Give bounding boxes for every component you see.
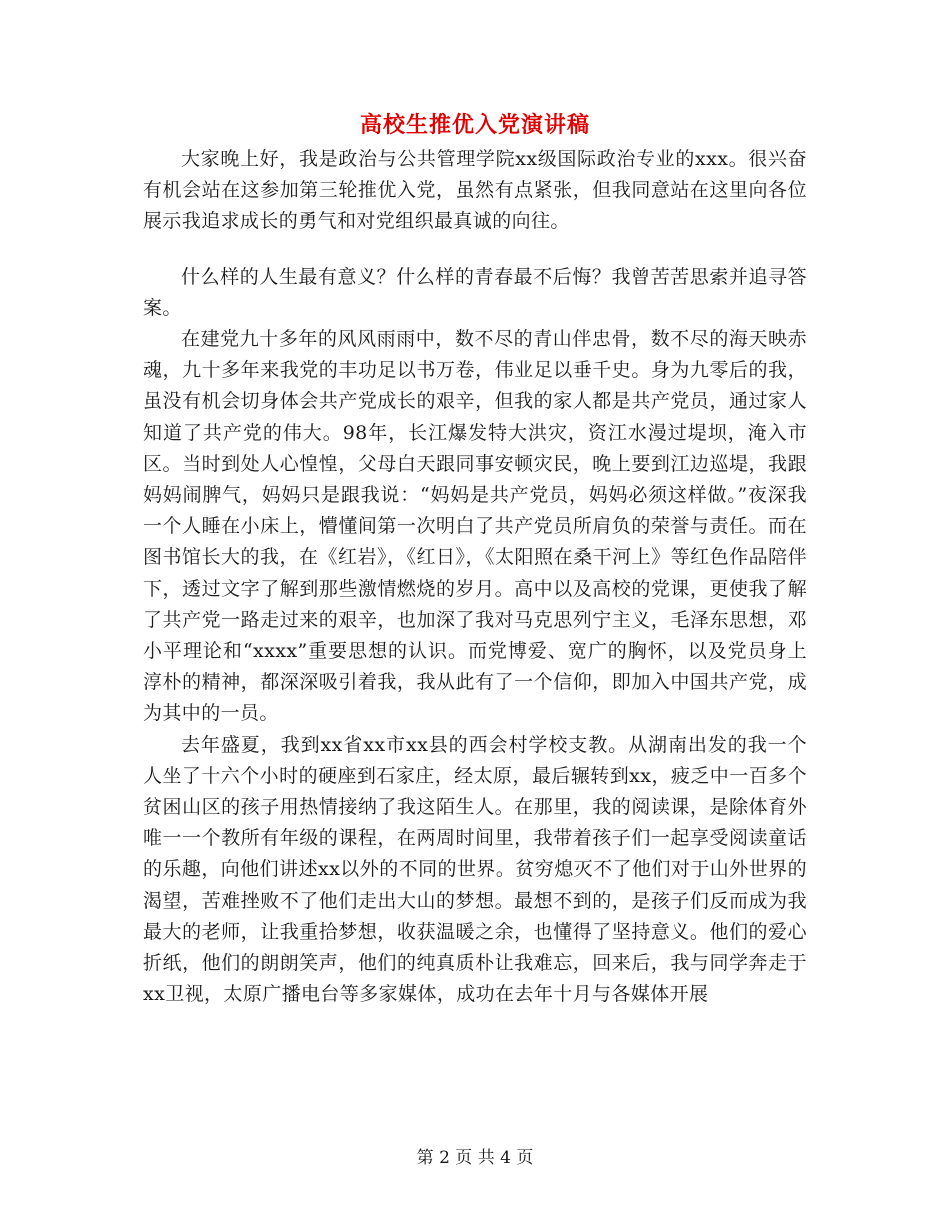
paragraph-4: 去年盛夏，我到xx省xx市xx县的西会村学校支教。从湖南出发的我一个人坐了十六个小时的硬座到石家庄，经太原，最后辗转到xx，疲乏中一百多个贫困山区的孩子用热情接纳了我这陌生人。在那里，我的阅读课，是除体育外唯一一个教所有年级的课程，在两周时间里，我带着孩子们一起享受阅读童话的乐趣，向他们讲述xx以外的不同的世界。贫穷熄灭不了他们对于山外世界的渴望，苦难挫败不了他们走出大山的梦想。最想不到的，是孩子们反而成为我最大的老师，让我重拾梦想，收获温暖之余，也懂得了坚持意义。他们的爱心折纸，他们的朗朗笑声，他们的纯真质朴让我难忘，回来后，我与同学奔走于xx卫视，太原广播电台等多家媒体，成功在去年十月与各媒体开展 [143, 733, 807, 1006]
paragraph-1: 大家晚上好，我是政治与公共管理学院xx级国际政治专业的xxx。很兴奋有机会站在这参加第三轮推优入党，虽然有点紧张，但我同意站在这里向各位展示我追求成长的勇气和对党组织最真诚的向往。 [143, 148, 807, 233]
paragraph-2: 什么样的人生最有意义？什么样的青春最不后悔？我曾苦苦思索并追寻答案。 [143, 265, 807, 319]
page-number-footer: 第 2 页 共 4 页 [416, 1148, 534, 1168]
document-title: 高校生推优入党演讲稿 [359, 112, 590, 138]
paragraph-3: 在建党九十多年的风风雨雨中，数不尽的青山伴忠骨，数不尽的海天映赤魂，九十多年来我党的丰功足以书万卷，伟业足以垂千史。身为九零后的我，虽没有机会切身体会共产党成长的艰辛，但我的家人都是共产党员，通过家人知道了共产党的伟大。98年，长江爆发特大洪灾，资江水漫过堤坝，淹入市区。当时到处人心惶惶，父母白天跟同事安顿灾民，晚上要到江边巡堤，我跟妈妈闹脾气，妈妈只是跟我说：“妈妈是共产党员，妈妈必须这样做。”夜深我一个人睡在小床上，懵懂间第一次明白了共产党员所肩负的荣誉与责任。而在图书馆长大的我，在《红岩》，《红日》，《太阳照在桑干河上》等红色作品陪伴下，透过文字了解到那些激情燃烧的岁月。高中以及高校的党课，更使我了解了共产党一路走过来的艰辛，也加深了我对马克思列宁主义，毛泽东思想，邓小平理论和“xxxx”重要思想的认识。而党博爱、宽广的胸怀，以及党员身上淳朴的精神，都深深吸引着我，我从此有了一个信仰，即加入中国共产党，成为其中的一员。 [143, 328, 807, 725]
document-body [143, 144, 807, 1010]
